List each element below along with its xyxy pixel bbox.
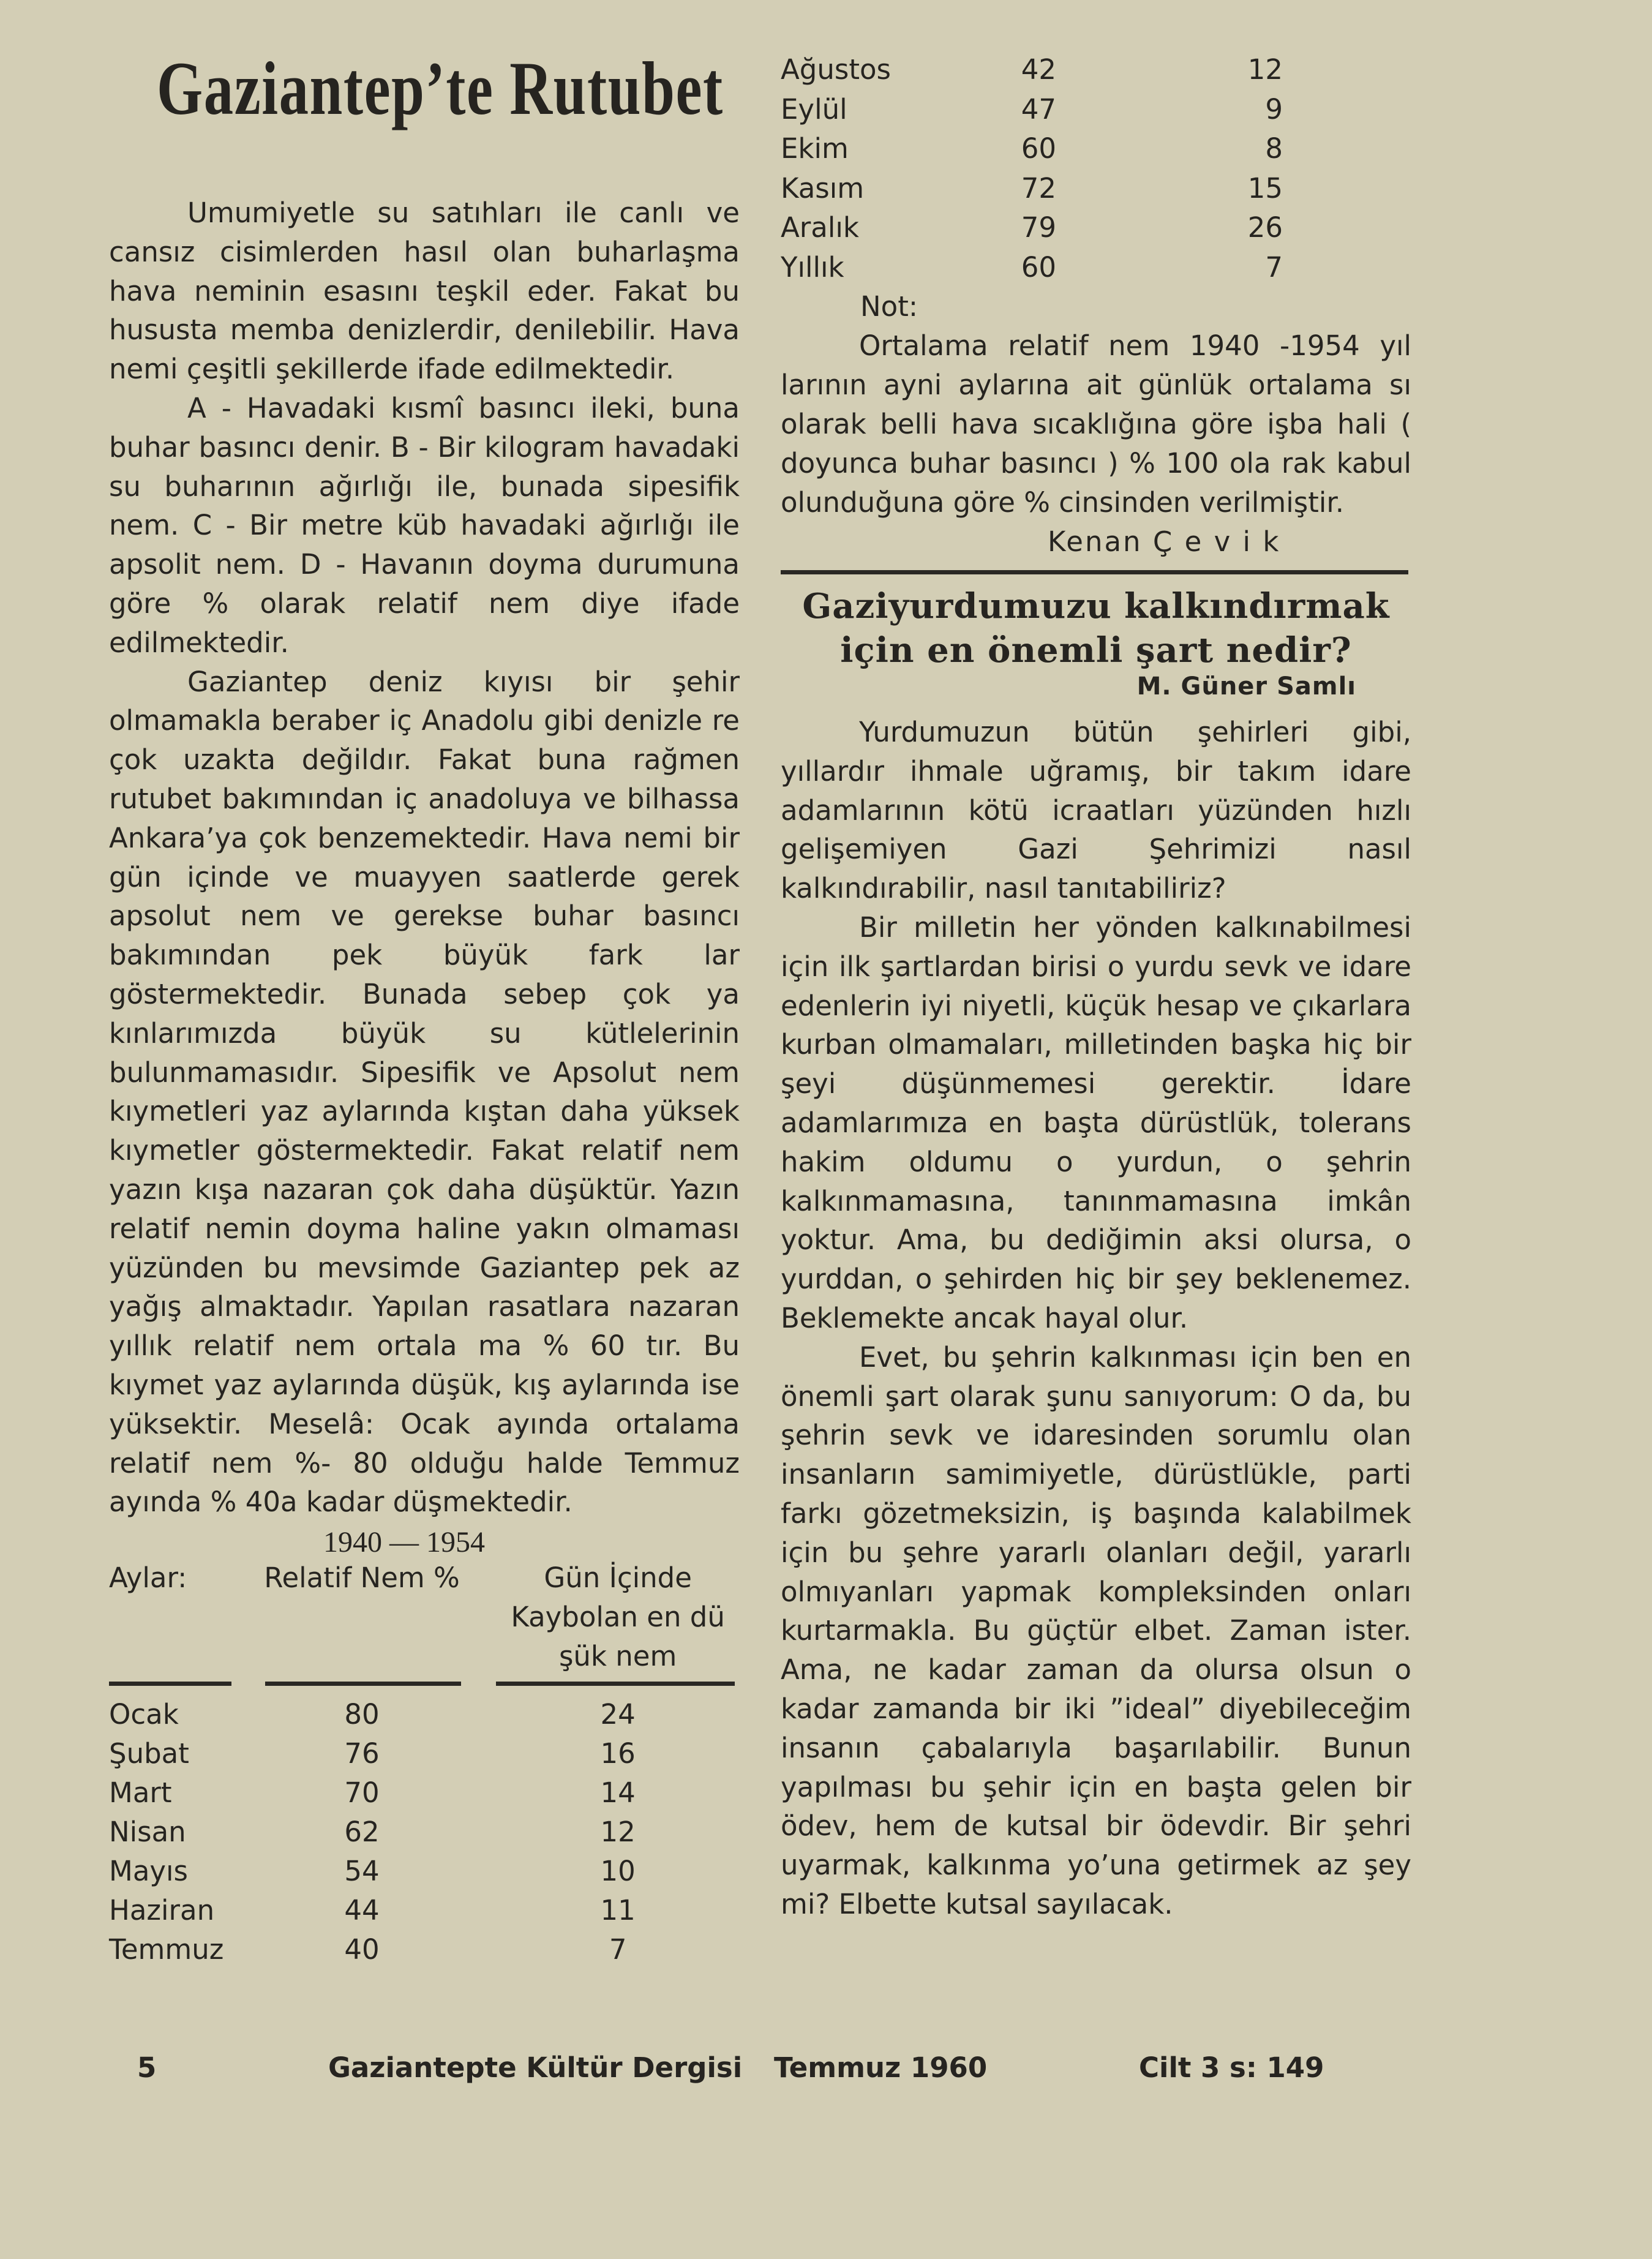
row-days: 14 — [600, 1776, 636, 1810]
magazine-name: Gaziantepte Kültür Dergisi — [328, 2051, 743, 2084]
rule — [496, 1677, 740, 1695]
header-days-l2: Kaybolan en dü — [511, 1601, 725, 1634]
row-month: Yıllık — [781, 250, 844, 284]
row-days: 7 — [609, 1933, 627, 1966]
row-month: Mayıs — [109, 1855, 188, 1888]
rule — [109, 1677, 259, 1695]
header-relative: Relatif Nem % — [264, 1562, 460, 1595]
table-row — [781, 248, 1356, 288]
table-row — [109, 1813, 740, 1852]
row-rel: 44 — [344, 1894, 380, 1927]
article-body — [109, 194, 740, 1522]
row-month: Temmuz — [109, 1933, 224, 1966]
paragraph: Gaziantep deniz kıyısı bir şehir olmamakla beraber iç Anadolu gibi denizle re çok uzakta değildır. Fakat buna rağmen rutubet bakımından iç anadoluya ve bilhassa Ankara’ya çok benzemektedir. Hava nemi bir gün içinde ve muayyen saatlerde gerek apsolut nem ve gerekse buhar basıncı bakımından pek büyük fark lar göstermektedir. Bunada sebep çok ya kınlarımızda büyük su kütlelerinin bulunmamasıdır. Sipesifik ve Apsolut nem kıymetleri yaz aylarında kıştan daha yüksek kıymetler göstermektedir. Fakat relatif nem yazın kışa nazaran çok daha düşüktür. Yazın relatif nemin doyma haline yakın olmaması yüzünden bu mevsimde Gaziantep pek az yağış almaktadır. Yapılan rasatlara nazaran yıllık relatif nem ortala ma % 60 tır. Bu kıymet yaz aylarında düşük, kış aylarında ise yüksektir. Meselâ: Ocak ayında ortalama relatif nem %- 80 olduğu halde Temmuz ayında % 40a kadar düşmektedir. — [109, 665, 740, 1519]
row-days: 12 — [1247, 53, 1283, 86]
row-days: 8 — [1265, 132, 1283, 165]
row-month: Haziran — [109, 1894, 215, 1927]
paragraph: Umumiyetle su satıhları ile canlı ve cansız cisimlerden hasıl olan buharlaşma hava neminin esasını teşkil eder. Fakat bu hususta memba denizlerdir, denilebilir. Hava nemi çeşitli şekillerde ifade edilmektedir. — [109, 197, 740, 386]
row-rel: 54 — [344, 1855, 380, 1888]
issue-number: Cilt 3 s: 149 — [1139, 2051, 1324, 2084]
note-block — [781, 326, 1411, 522]
table-row — [781, 129, 1356, 169]
article2-body — [781, 713, 1411, 1924]
row-days: 16 — [600, 1737, 636, 1770]
paragraph: Yurdumuzun bütün şehirleri gibi, yıllardır ihmale uğramış, bir takım idare adamlarının kötü icraatları yüzünden hızlı gelişemiyen Gazi Şehrimizi nasıl kalkındırabilir, nasıl tanıtabiliriz? — [781, 716, 1411, 905]
headline-line1: Gaziyurdumuzu kalkındırmak — [802, 586, 1390, 626]
row-days: 10 — [600, 1855, 636, 1888]
row-rel: 60 — [1021, 250, 1057, 284]
rule — [259, 1677, 465, 1695]
row-month: Ağustos — [781, 53, 891, 86]
row-rel: 42 — [1021, 53, 1057, 86]
table-row — [781, 50, 1356, 90]
row-days: 15 — [1247, 171, 1283, 205]
headline-line2: için en önemli şart nedir? — [840, 630, 1352, 671]
humidity-table-continued — [781, 50, 1356, 287]
article2-author: M. Güner Samlı — [1136, 672, 1356, 701]
left-column — [109, 43, 740, 1969]
table-row — [109, 1852, 740, 1891]
row-rel: 40 — [344, 1933, 380, 1966]
row-days: 11 — [600, 1894, 636, 1927]
article2-headline — [781, 584, 1411, 672]
table-row — [781, 90, 1356, 130]
right-column — [781, 50, 1411, 1924]
row-month: Şubat — [109, 1737, 189, 1770]
table-row — [781, 169, 1356, 209]
row-month: Kasım — [781, 171, 865, 205]
table-period: 1940 — 1954 — [323, 1526, 485, 1559]
row-month: Aralık — [781, 211, 859, 244]
paragraph: Evet, bu şehrin kalkınması için ben en önemli şart olarak şunu sanıyorum: O da, bu şehrin sevk ve idaresinden sorumlu olan insanların samimiyetle, dürüstlükle, parti farkı gözetmeksizin, iş başında kalabilmek için bu şehre yararlı olanları değil, yararlı olmıyanları yapmak kompleksinden onları kurtarmakla. Bu güçtür elbet. Zaman ister. Ama, ne kadar zaman da olursa olsun o kadar zamanda bir iki ”ideal” diyebileceğim insanın çabalarıyla başarılabilir. Bunun yapılması bu şehir için en başta gelen bir ödev, hem de kutsal bir ödevdir. Bir şehri uyarmak, kalkınma yo’una getirmek az şey mi? Elbette kutsal sayılacak. — [781, 1340, 1411, 1920]
table-row — [109, 1930, 740, 1969]
article-title: Gaziantep’te Rutubet — [157, 47, 724, 130]
row-rel: 80 — [344, 1698, 380, 1731]
row-rel: 76 — [344, 1737, 380, 1770]
header-days-l1: Gün İçinde — [544, 1562, 692, 1595]
paragraph: A - Havadaki kısmî basıncı ileki, buna buhar basıncı denir. B - Bir kilogram havadaki su buharının ağırlığı ile, bunada sipesifik nem. C - Bir metre küb havadaki ağırlığı ile apsolit nem. D - Havanın doyma durumuna göre % olarak relatif nem diye ifade edilmektedir. — [109, 391, 740, 659]
table-row — [109, 1695, 740, 1734]
row-month: Ocak — [109, 1698, 179, 1731]
row-rel: 70 — [344, 1776, 380, 1810]
table-row — [109, 1773, 740, 1813]
row-days: 26 — [1247, 211, 1283, 244]
section-divider — [781, 570, 1408, 574]
table-row — [109, 1734, 740, 1773]
row-month: Nisan — [109, 1816, 186, 1849]
row-rel: 47 — [1021, 92, 1057, 126]
row-rel: 60 — [1021, 132, 1057, 165]
note-text: Ortalama relatif nem 1940 -1954 yıl larının ayni aylarına ait günlük ortalama sı olarak belli hava sıcaklığına göre işba hali ( doyunca buhar basıncı ) % 100 ola rak kabul olunduğuna göre % cinsinden verilmiştir. — [781, 329, 1411, 519]
page-number: 5 — [137, 2051, 157, 2084]
row-days: 9 — [1265, 92, 1283, 126]
row-days: 24 — [600, 1698, 636, 1731]
row-rel: 72 — [1021, 171, 1057, 205]
row-month: Eylül — [781, 92, 847, 126]
table-row — [781, 208, 1356, 248]
table-row — [109, 1891, 740, 1930]
row-days: 7 — [1265, 250, 1283, 284]
row-days: 12 — [600, 1816, 636, 1849]
row-month: Mart — [109, 1776, 172, 1810]
header-days-l3: şük nem — [558, 1640, 677, 1673]
header-month: Aylar: — [109, 1562, 187, 1595]
humidity-table — [109, 1559, 740, 1969]
paragraph: Bir milletin her yönden kalkınabilmesi için ilk şartlardan birisi o yurdu sevk ve idare edenlerin iyi niyetli, küçük hesap ve çıkarlara kurban olmamaları, milletinden başka hiç bir şeyi düşünmemesi gerektir. İdare adamlarımıza en başta dürüstlük, tolerans hakim oldumu o yurdun, o şehrin kalkınmamasına, tanınmamasına imkân yoktur. Ama, bu dediğimin aksi olursa, o yurddan, o şehirden hiç bir şey beklenemez. Beklemekte ancak hayal olur. — [781, 911, 1411, 1334]
issue-date: Temmuz 1960 — [774, 2051, 988, 2084]
row-rel: 79 — [1021, 211, 1057, 244]
row-month: Ekim — [781, 132, 849, 165]
article-author: Kenan Ç e v i k — [1048, 525, 1281, 558]
note-label: Not: — [860, 290, 918, 323]
row-rel: 62 — [344, 1816, 380, 1849]
